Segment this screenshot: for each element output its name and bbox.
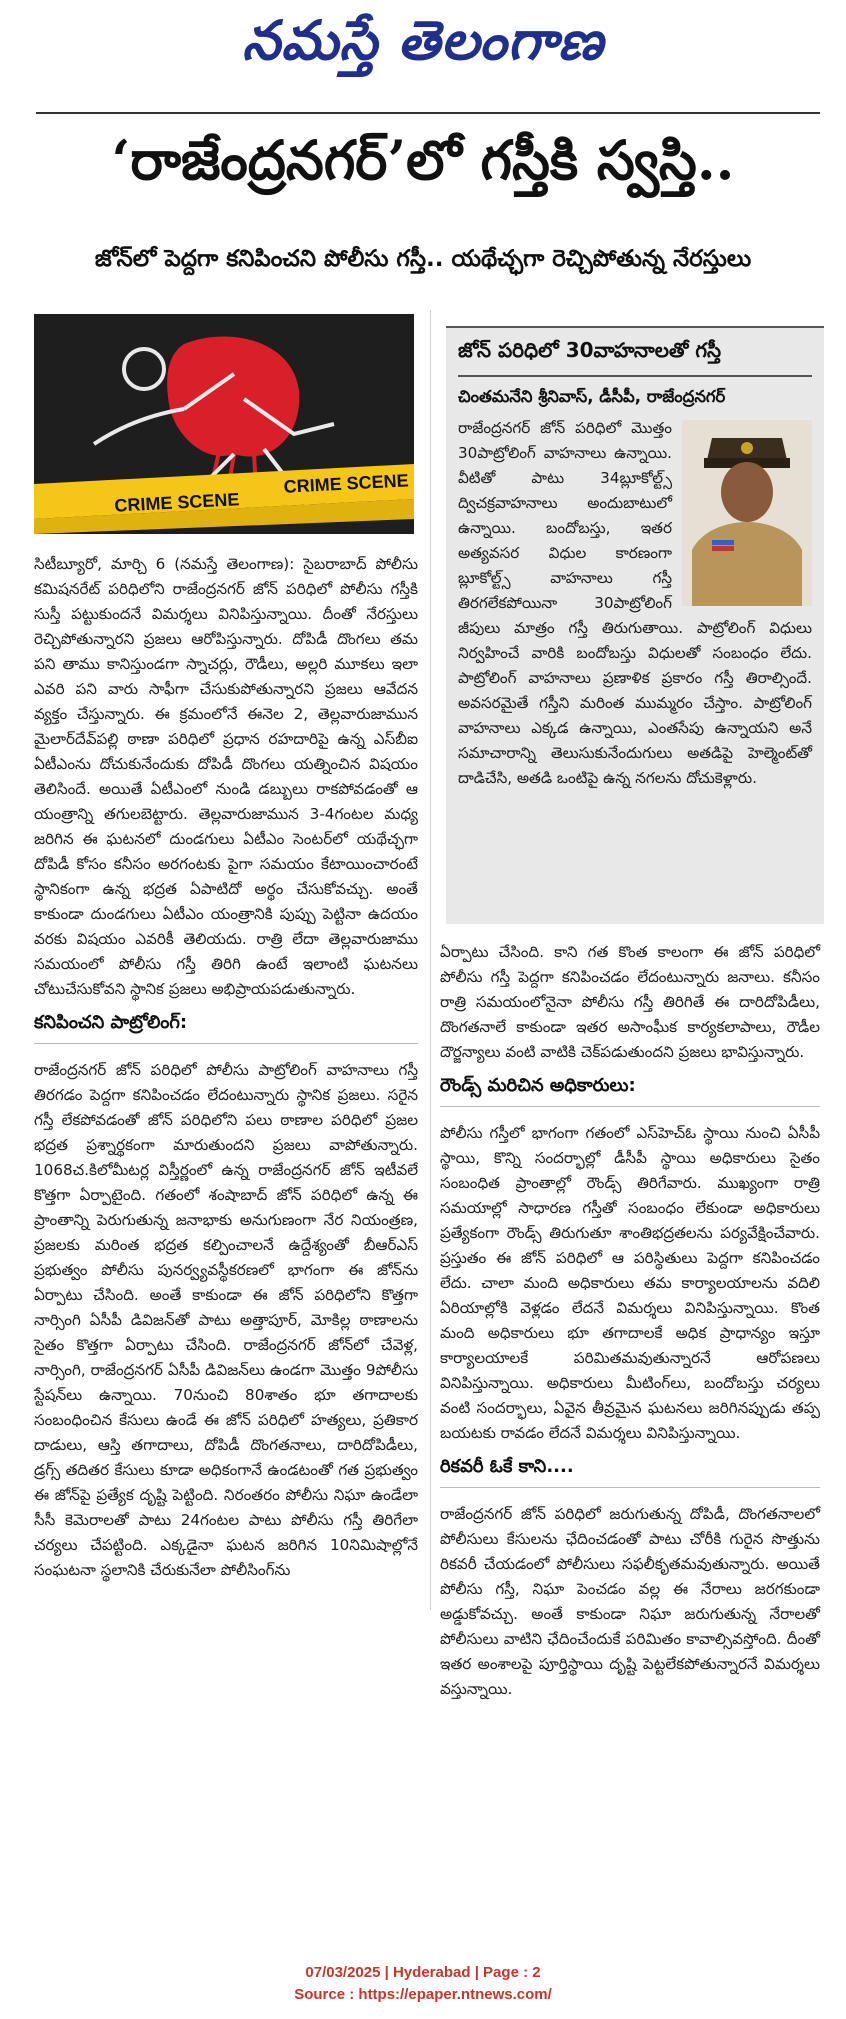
footer [0, 1962, 846, 2006]
sidebar-box [446, 326, 824, 924]
footer-source-line: Source : https://epaper.ntnews.com/ [294, 1986, 552, 2003]
footer-date-line: 07/03/2025 | Hyderabad | Page : 2 [305, 1964, 541, 1981]
subhead-rounds: రౌండ్స్ మరిచిన అధికారులు: [440, 1075, 820, 1107]
subhead-recovery: రికవరీ ఓకే కాని.... [440, 1456, 820, 1488]
article-recovery: రాజేంద్రనగర్ జోన్ పరిధిలో జరుగుతున్న దోపిడీ, దొంగతనాలలో పోలీసులు కేసులను ఛేదించడంతో పాటు చోరీకి గురైన సొత్తును రికవరీ చేయడంలో పోలీసులు సఫలీకృతమవుతున్నారు. అయితే పోలీసు గస్తీ, నిఘా పెంచడం వల్ల ఈ నేరాలు జరగకుండా అడ్డుకోవచ్చు. అంతే కాకుండా నిఘా జరుగుతున్న నేరాలతో పోలీసులు వాటిని ఛేదించేందుకే పరిమితం కావాల్సివస్తోంది. దీంతో ఇతర అంశాలపై పూర్తిస్థాయి దృష్టి పెట్టలేకపోతున్నారనే విమర్శలు వస్తున్నాయి. [440, 1505, 820, 1698]
sidebar-box-text: రాజేంద్రనగర్ జోన్ పరిధిలో మొత్తం 30పాట్రోలింగ్ వాహనాలు ఉన్నాయి. వీటితో పాటు 34బ్లూకోల్ట్స్ ద్విచక్రవాహనాలు అందుబాటులో ఉన్నాయి. బందోబస్తు, ఇతర అత్యవసర విధుల కారణంగా బ్లూకోల్ట్స్ వాహనాలు గస్తీ తిరగలేకపోయినా 30పాట్రోలింగ్ జీపులు మాత్రం గస్తీ తిరుగుతాయి. పాట్రోలింగ్ విధులు నిర్వహించే వారికి బందోబస్తు విధులతో సంబంధం లేదు. పాట్రోలింగ్ వాహనాలు ప్రణాళిక ప్రకారం గస్తీ తిరాల్సిందే. అవసరమైతే గస్తీని మరింత ముమ్మరం చేస్తాం. పాట్రోలింగ్ వాహనాలు ఎక్కడ ఉన్నాయి, ఎంతసేపు ఉన్నాయని అనే సమాచారాన్ని తెలుసుకునేందుగులు అతడిపై హెల్మెంట్‌తో దాడిచేసి, అతడి ఒంటిపై ఉన్న నగలను దోచుకెళ్లారు. [458, 419, 812, 787]
masthead-rule [36, 112, 820, 114]
subheadline: జోన్‌లో పెద్దగా కనిపించని పోలీసు గస్తీ.. యథేచ్ఛగా రెచ్చిపోతున్న నేరస్తులు [94, 246, 752, 272]
crime-scene-photo [34, 314, 414, 534]
sidebar-box-byline: చింతమనేని శ్రీనివాస్, డీసీపీ, రాజేంద్రనగర్ [458, 387, 726, 406]
sidebar-box-title: జోన్ పరిధిలో 30వాహనాలతో గస్తీ [458, 338, 812, 377]
crime-scene-tape-text: CRIME SCENE [113, 489, 240, 516]
left-column [34, 552, 418, 1591]
article-continued: ఏర్పాటు చేసింది. కాని గత కొంత కాలంగా ఈ జోన్ పరిధిలో పోలీసు గస్తీ పెద్దగా కనిపించడం లేదంటున్నారు జనాలు. కనీసం రాత్రి సమయంలోనైనా పోలీసు గస్తీ తిరిగితే ఈ దారిదోపిడీలు, దొంగతనాలే కాకుండా ఇతర అసాంఘీక కార్యకలాపాలు, రౌడీల దౌర్జన్యాలు వంటి వాటికి చెక్‌పడుతుందని ప్రజలు భావిస్తున్నారు. [440, 943, 820, 1061]
headline: ‘రాజేంద్రనగర్’లో గస్తీకి స్వస్తి.. [111, 128, 735, 192]
sidebar-box-body [446, 416, 824, 791]
right-column [440, 940, 820, 1710]
article-rounds: పోలీసు గస్తీలో భాగంగా గతంలో ఎస్‌హెచ్ఓ స్థాయి నుంచి ఏసీపీ స్థాయి, కొన్ని సందర్భాల్లో డీసీపీ స్థాయి అధికారులు సైతం సంబంధిత ప్రాంతాల్లో రౌండ్స్ తిరిగేవారు. ముఖ్యంగా రాత్రి సమయాల్లో సాధారణ గస్తీతో సంబంధం లేకుండా అధికారులు ప్రత్యేకంగా రౌండ్స్ తిరుగుతూ శాంతిభద్రతలను పర్యవేక్షించేవారు. ప్రస్తుతం ఈ జోన్ పరిధిలో ఆ పరిస్థితులు పెద్దగా కనిపించడం లేదు. చాలా మంది అధికారులు తమ కార్యాలయాలను వదిలి ఏరియాల్లోకి వెళ్లడం లేదనే విమర్శలు వినిపిస్తున్నాయి. కొంత మంది అధికారులు భూ తగాదాలకే అధిక ప్రాధాన్యం ఇస్తూ కార్యాలయాలకే పరిమితమవుతున్నారనే ఆరోపణలు వినిపిస్తున్నాయి. అధికారులు మీటింగ్‌లు, బందోబస్తు చర్యలు వంటి సందర్భాలు, ఏవైన తీవ్రమైన ఘటనలు జరిగినప్పుడు తప్ప బయటకు రావడం లేదనే విమర్శలు వినిపిస్తున్నాయి. [440, 1124, 820, 1442]
crime-scene-tape-text-2: CRIME SCENE [283, 470, 410, 497]
column-divider [430, 310, 431, 1610]
masthead-logo: నమస్తే తెలంగాణ [242, 8, 604, 72]
officer-photo [682, 420, 812, 606]
article-patrol: రాజేంద్రనగర్ జోన్ పరిధిలో పోలీసు పాట్రోలింగ్ వాహనాలు గస్తీ తిరగడం పెద్దగా కనిపించడం లేదంటున్నారు స్థానిక ప్రజలు. సరైన గస్తీ లేకపోవడంతో జోన్ పరిధిలోని పలు ఠాణాల పరిధిలో ప్రజల భద్రత ప్రశ్నార్థకంగా మారుతుందని ప్రజలు వాపోతున్నారు. 1068చ.కిలోమీటర్ల విస్తీర్ణంలో ఉన్న రాజేంద్రనగర్ జోన్ ఇటీవలే కొత్తగా ఏర్పాటైంది. గతంలో శంషాబాద్ జోన్ పరిధిలో ఉన్న ఈ ప్రాంతాన్ని పెరుగుతున్న జనాభాకు అనుగుణంగా నేర నియంత్రణ, ప్రజలకు మరింత భద్రత కల్పించాలనే ఉద్దేశ్యంతో బీఆర్ఎస్ ప్రభుత్వం పోలీసు పునర్వ్యవస్థీకరణలో భాగంగా ఈ జోన్‌ను ఏర్పాటు చేసింది. అంతే కాకుండా ఈ జోన్ పరిధిలోని కొత్తగా నార్సింగి ఏసీపీ డివిజన్‌తో పాటు అత్తాపూర్, మోకిల్ల ఠాణాలను సైతం కొత్తగా ఏర్పాటు చేసింది. రాజేంద్రనగర్ జోన్‌లో చేవెళ్ల, నార్సింగి, రాజేంద్రనగర్ ఏసీపీ డివిజన్‌లు ఉండగా మొత్తం 9పోలీసు స్టేషన్‌లు ఉన్నాయి. 70నుంచి 80శాతం భూ తగాదాలకు సంబంధించిన కేసులు ఉండే ఈ జోన్ పరిధిలో హత్యలు, ప్రతికార దాడులు, ఆస్తి తగాదాలు, దోపిడీ దొంగతనాలు, దారిదోపిడీలు, డ్రగ్స్ తదితర కేసులు కూడా అధికంగానే ఉండటంతో గత ప్రభుత్వం ఈ జోన్‌పై ప్రత్యేక దృష్టి పెట్టింది. నిరంతరం పోలీసు నిఘా ఉండేలా సీసీ కెమెరాలతో పాటు 24గంటల పాటు పోలీసు గస్తీ తిరిగేలా చర్యలు చేపట్టింది. ఎక్కడైనా ఘటన జరిగిన 10నిమిషాల్లోనే సంఘటనా స్థలానికి చేరుకునేలా పోలీసింగ్‌ను [34, 1061, 418, 1579]
article-intro: సిటీబ్యూరో, మార్చి 6 (నమస్తే తెలంగాణ): సైబరాబాద్ పోలీసు కమిషనరేట్ పరిధిలోని రాజేంద్రనగర్ జోన్ పరిధిలో పోలీసు గస్తీకి సుస్తీ పట్టుకుందనే విమర్శలు వినిపిస్తున్నాయి. దీంతో నేరస్తులు రెచ్చిపోతున్నారని ప్రజలు ఆరోపిస్తున్నారు. దోపిడీ దొంగలు తమ పని తాము కానిస్తుండగా స్నాచర్లు, రౌడీలు, అల్లరి మూకలు ఇలా ఎవరి పని వారు సాఫీగా చేసుకుపోతున్నారని ప్రజలు ఆవేదన వ్యక్తం చేస్తున్నారు. ఈ క్రమంలోనే ఈనెల 2, తెల్లవారుజామున మైలార్‌దేవ్‌పల్లి ఠాణా పరిధిలో ప్రధాన రహదారిపై ఉన్న ఎస్‌బీఐ ఏటీఎంను దోచుకునేందుకు దోపిడీ దొంగలు యత్నించిన విషయం తెలిసిందే. అయితే ఏటీఎంలో నుండి డబ్బులు రాకపోవడంతో ఆ యంత్రాన్ని తగులబెట్టారు. తెల్లవారుజామున 3-4గంటల మధ్య జరిగిన ఈ ఘటనలో దుండగులు ఏటీఎం సెంటర్‌లో యథేచ్ఛగా దోపిడీ కోసం కనీసం అరగంటకు పైగా సమయం కేటాయించారంటే స్థానికంగా ఉన్న భద్రత ఏపాటిదో అర్థం చేసుకోవచ్చు. అంతే కాకుండా దుండగులు ఏటీఎం యంత్రానికి పుప్పు పెట్టినా ఉదయం వరకు విషయం ఎవరికీ తెలియదు. రాత్రి లేదా తెల్లవారుజాము సమయంలో పోలీసు గస్తీ తిరిగి ఉంటే ఇలాంటి ఘటనలు చోటుచేసుకోవని స్థానిక ప్రజలు అభిప్రాయపడుతున్నారు. [34, 555, 418, 998]
subhead-patrolling: కనిపించని పాట్రోలింగ్: [34, 1012, 418, 1044]
masthead [0, 0, 846, 100]
crime-scene-illustration [34, 314, 414, 534]
